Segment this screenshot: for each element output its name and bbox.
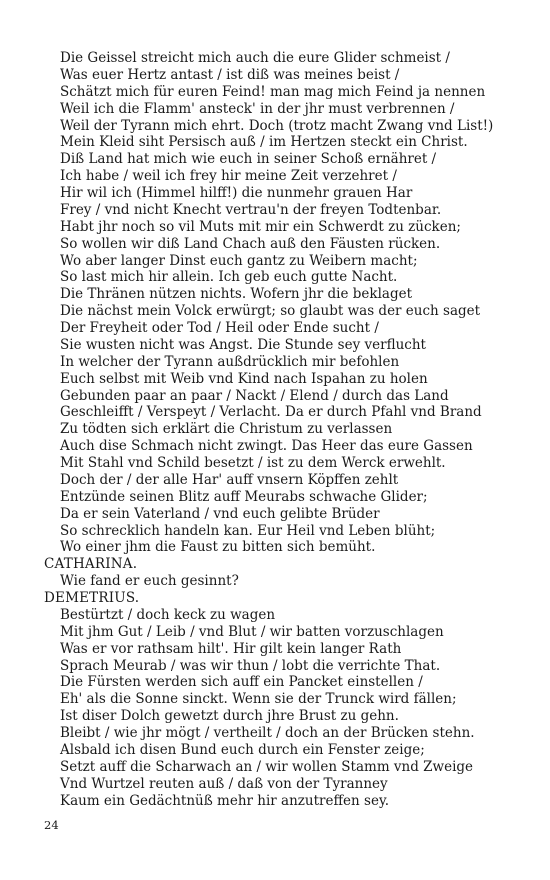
verse-line: Da er sein Vaterland / vnd euch gelibte Brüder [60,505,380,522]
verse-block-3 [44,607,544,810]
verse-line: Auch dise Schmach nicht zwingt. Das Heer das eure Gassen [60,438,473,455]
verse-line: Entzünde seinen Blitz auff Meurabs schwache Glider; [60,488,428,505]
verse-line: Was er vor rathsam hilt'. Hir gilt kein langer Rath [60,640,402,657]
verse-line: Geschleifft / Verspeyt / Verlacht. Da er durch Pfahl vnd Brand [60,404,482,421]
verse-block-1 [44,50,544,556]
verse-line: Der Freyheit oder Tod / Heil oder Ende sucht / [60,320,379,336]
speaker-name-catharina: CATHARINA. [44,556,138,573]
verse-line: So last mich hir allein. Ich geb euch gutte Nacht. [60,269,398,286]
verse-line: Wie fand er euch gesinnt? [60,573,239,590]
verse-line: Bestürtzt / doch keck zu wagen [60,606,276,623]
verse-block-2 [44,573,544,590]
verse-line: Setzt auff die Scharwach an / wir wollen Stamm vnd Zweige [60,758,474,775]
verse-line: Mit Stahl vnd Schild besetzt / ist zu dem Werck erwehlt. [60,455,446,471]
page-number: 24 [44,818,59,832]
verse-line: Zu tödten sich erklärt die Christum zu verlassen [60,421,393,438]
speaker-name-demetrius: DEMETRIUS. [44,590,140,606]
verse-line: Bleibt / wie jhr mögt / vertheilt / doch an der Brücken stehn. [60,725,475,741]
verse-line: Eh' als die Sonne sinckt. Wenn sie der Trunck wird fällen; [60,691,457,708]
verse-line: Was euer Hertz antast / ist diß was meines beist / [60,66,400,83]
verse-line: Mein Kleid siht Persisch auß / im Hertzen steckt ein Christ. [60,134,468,151]
verse-line: Alsbald ich disen Bund euch durch ein Fenster zeige; [60,741,425,758]
verse-line: So wollen wir diß Land Chach auß den Fäusten rücken. [60,235,441,252]
verse-line: Sprach Meurab / was wir thun / lobt die verrichte That. [60,657,441,674]
verse-line: Doch der / der alle Har' auff vnsern Köpffen zehlt [60,471,399,488]
verse-line: Vnd Wurtzel reuten auß / daß von der Tyranney [60,775,388,792]
verse-line: Die nächst mein Volck erwürgt; so glaubt was der euch saget [60,303,481,320]
verse-line: Mit jhm Gut / Leib / vnd Blut / wir batten vorzuschlagen [60,623,444,640]
verse-line: Hir wil ich (Himmel hilff!) die nunmehr grauen Har [60,185,413,201]
verse-line: In welcher der Tyrann außdrücklich mir befohlen [60,353,400,370]
verse-line: Euch selbst mit Weib vnd Kind nach Ispahan zu holen [60,370,428,387]
verse-line: Gebunden paar an paar / Nackt / Elend / durch das Land [60,387,449,404]
verse-line: Wo einer jhm die Faust zu bitten sich bemüht. [60,539,376,556]
verse-line: Wo aber langer Dinst euch gantz zu Weibern macht; [60,252,418,269]
verse-line: Habt jhr noch so vil Muts mit mir ein Schwerdt zu zücken; [60,218,461,235]
verse-line: Schätzt mich für euren Feind! man mag mich Feind ja nennen [60,83,486,100]
verse-line: Ist diser Dolch gewetzt durch jhre Brust zu gehn. [60,708,399,725]
verse-line: Diß Land hat mich wie euch in seiner Schoß ernähret / [60,151,437,168]
verse-line: Ich habe / weil ich frey hir meine Zeit verzehret / [60,168,397,185]
verse-line: Die Thränen nützen nichts. Wofern jhr die beklaget [60,286,413,303]
verse-line: Die Geissel streicht mich auch die eure Glider schmeist / [60,50,450,66]
verse-line: Frey / vnd nicht Knecht vertrau'n der freyen Todtenbar. [60,201,442,218]
verse-line: Sie wusten nicht was Angst. Die Stunde sey verflucht [60,336,426,353]
verse-line: Weil der Tyrann mich ehrt. Doch (trotz macht Zwang vnd List!) [60,117,494,134]
verse-line: So schrecklich handeln kan. Eur Heil vnd Leben blüht; [60,522,436,539]
verse-text [44,50,544,809]
verse-line: Die Fürsten werden sich auff ein Pancket einstellen / [60,674,423,691]
verse-line: Weil ich die Flamm' ansteck' in der jhr must verbrennen / [60,100,455,117]
verse-line: Kaum ein Gedächtnüß mehr hir anzutreffen sey. [60,792,390,809]
